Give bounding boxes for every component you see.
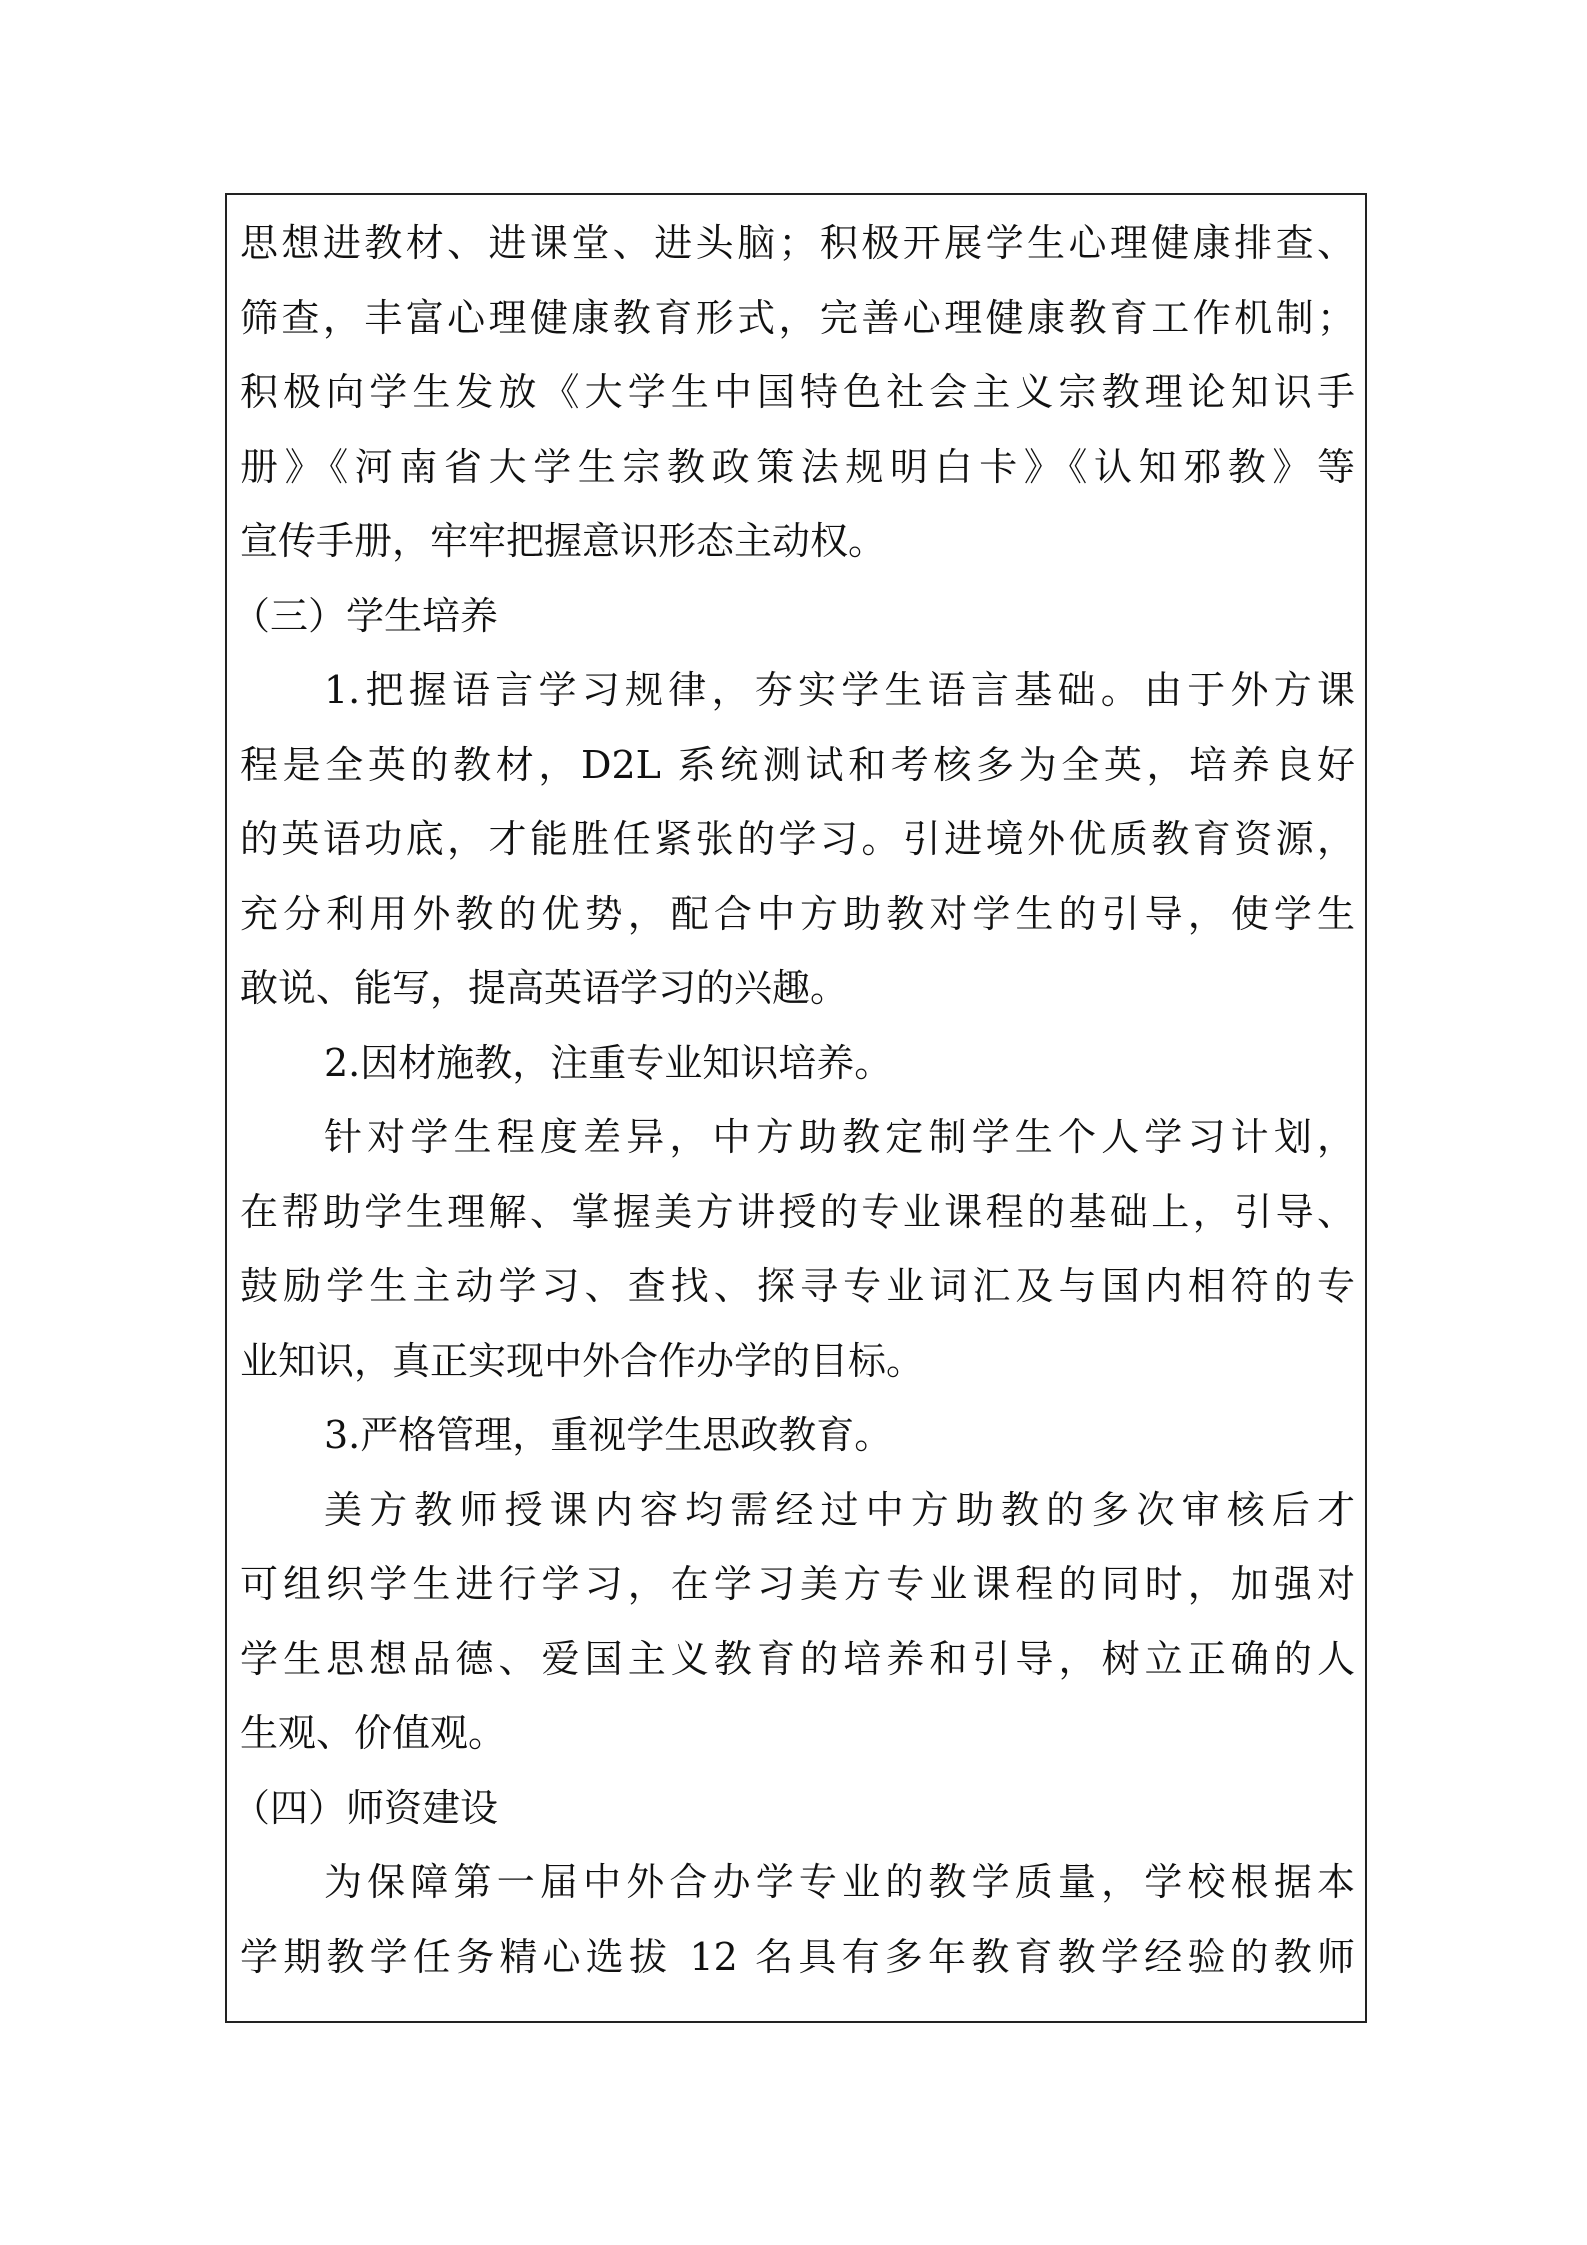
text-line: 敢说、能写，提高英语学习的兴趣。 <box>240 966 849 1010</box>
text-line: 1.把握语言学习规律，夯实学生语言基础。由于外方课 <box>324 668 1355 712</box>
text-line: 学期教学任务精心选拔 12 名具有多年教育教学经验的教师 <box>240 1934 1355 1979</box>
text-line: 为保障第一届中外合办学专业的教学质量，学校根据本 <box>324 1860 1355 1904</box>
text-line: 筛查，丰富心理健康教育形式，完善心理健康教育工作机制； <box>240 295 1355 340</box>
subheading-line: 3.严格管理，重视学生思政教育。 <box>324 1413 893 1457</box>
text-line: 充分利用外教的优势，配合中方助教对学生的引导，使学生 <box>240 891 1355 936</box>
text-line: 宣传手册，牢牢把握意识形态主动权。 <box>240 519 887 563</box>
text-line: 学生思想品德、爱国主义教育的培养和引导，树立正确的人 <box>240 1636 1355 1681</box>
text-line: 针对学生程度差异，中方助教定制学生个人学习计划， <box>324 1115 1355 1159</box>
text-line: 的英语功底，才能胜任紧张的学习。引进境外优质教育资源， <box>240 817 1355 861</box>
text-line: 思想进教材、进课堂、进头脑；积极开展学生心理健康排查、 <box>240 221 1355 265</box>
section-heading: （四）师资建设 <box>232 1785 499 1830</box>
text-line: 鼓励学生主动学习、查找、探寻专业词汇及与国内相符的专 <box>240 1264 1355 1308</box>
section-heading: （三）学生培养 <box>232 593 499 638</box>
text-line: 册》《河南省大学生宗教政策法规明白卡》《认知邪教》等 <box>240 444 1355 489</box>
document-body <box>232 206 1355 1994</box>
text-line: 积极向学生发放《大学生中国特色社会主义宗教理论知识手 <box>240 370 1355 414</box>
text-line: 业知识，真正实现中外合作办学的目标。 <box>240 1338 925 1383</box>
subheading-line: 2.因材施教，注重专业知识培养。 <box>324 1040 893 1085</box>
text-line: 在帮助学生理解、掌握美方讲授的专业课程的基础上，引导、 <box>240 1189 1355 1234</box>
text-line: 生观、价值观。 <box>240 1711 507 1755</box>
text-line: 美方教师授课内容均需经过中方助教的多次审核后才 <box>324 1487 1355 1532</box>
text-line: 程是全英的教材，D2L 系统测试和考核多为全英，培养良好 <box>240 742 1355 787</box>
text-line: 可组织学生进行学习，在学习美方专业课程的同时，加强对 <box>240 1562 1355 1606</box>
